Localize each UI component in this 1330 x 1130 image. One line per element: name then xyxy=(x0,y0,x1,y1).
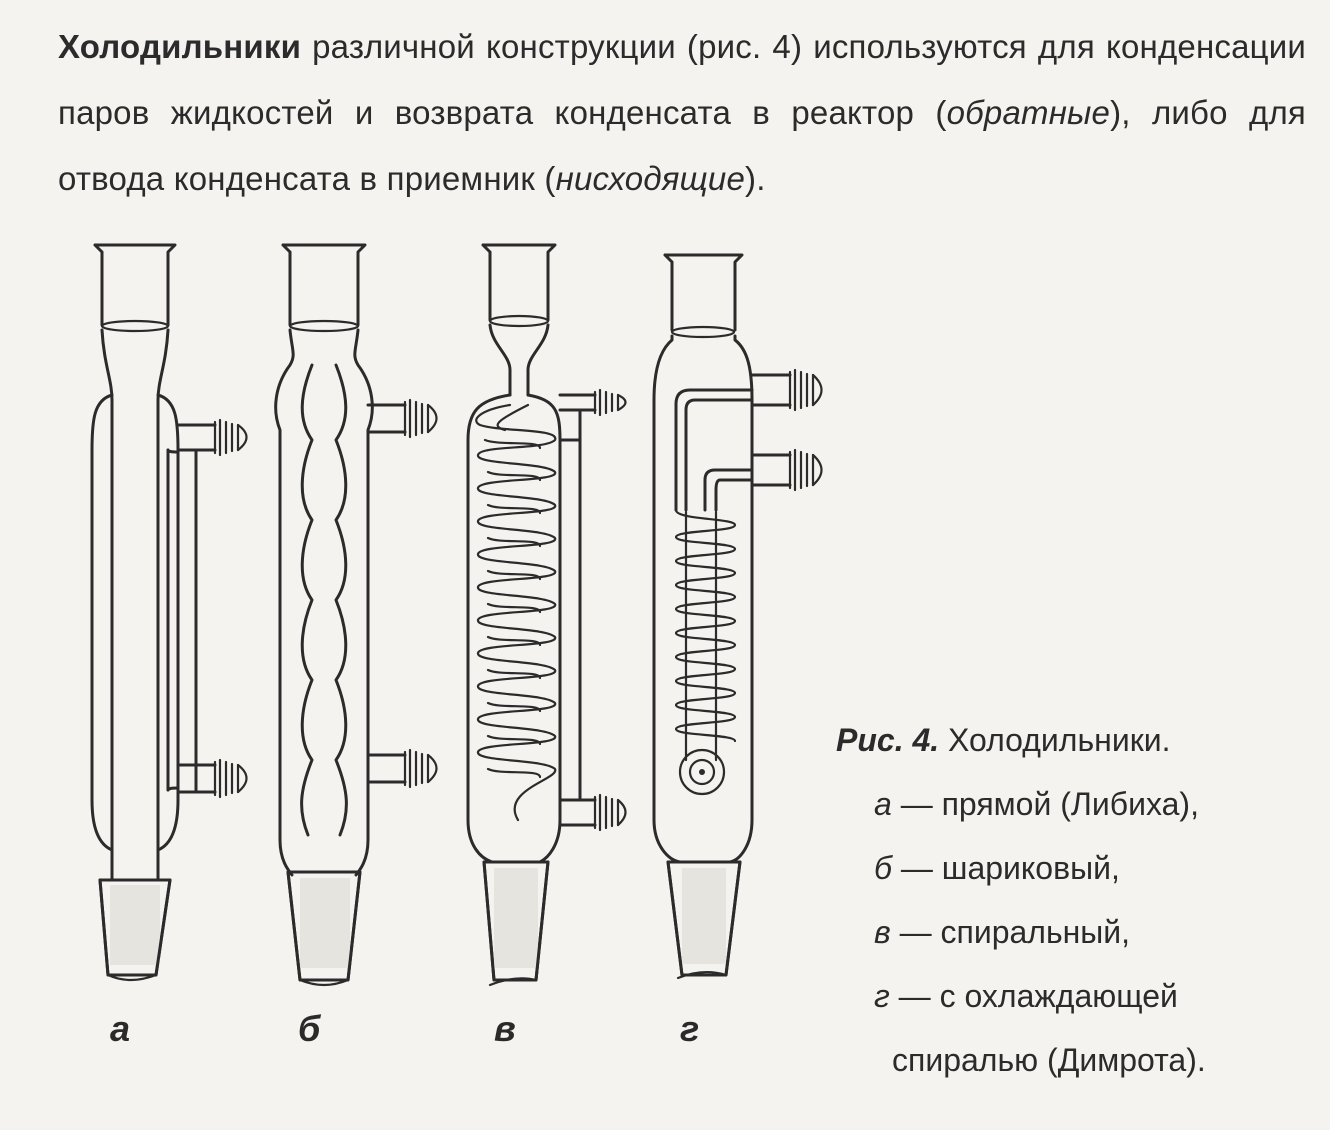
caption-item-letter: а xyxy=(874,786,892,822)
caption-item-a xyxy=(836,772,1306,836)
caption-item-letter: в xyxy=(874,914,891,950)
label-b: б xyxy=(298,1008,321,1049)
intro-bold-term: Холодильники xyxy=(58,28,302,65)
label-g: г xyxy=(680,1008,700,1049)
label-a: а xyxy=(110,1008,131,1049)
caption-item-g-cont xyxy=(836,1028,1306,1092)
caption-fig-prefix: Рис. 4. xyxy=(836,722,940,758)
caption-item-text: — с охлаждающей xyxy=(889,978,1178,1014)
intro-text-3: ). xyxy=(745,160,766,197)
caption-item-text: — прямой (Либиха), xyxy=(891,786,1199,822)
caption-fig-title: Холодильники. xyxy=(939,722,1171,758)
graham-condenser-drawing xyxy=(468,245,626,985)
figure-caption xyxy=(836,708,1306,1092)
caption-item-text: — спиральный, xyxy=(890,914,1131,950)
allihn-condenser-drawing xyxy=(276,245,437,985)
liebig-condenser-drawing xyxy=(92,245,247,980)
intro-text-2: ), либо для отвода конденсата в приемник ( xyxy=(58,94,1306,197)
caption-item-text: спиралью (Димрота). xyxy=(892,1042,1206,1078)
caption-item-letter: г xyxy=(874,978,890,1014)
intro-italic-2: нисходящие xyxy=(555,160,746,197)
caption-item-letter: б xyxy=(874,850,892,886)
intro-italic-1: обратные xyxy=(946,94,1111,131)
caption-item-g xyxy=(836,964,1306,1028)
caption-item-text: — шариковый, xyxy=(892,850,1120,886)
caption-item-b xyxy=(836,836,1306,900)
dimroth-condenser-drawing xyxy=(654,255,822,978)
caption-item-v xyxy=(836,900,1306,964)
caption-title xyxy=(836,708,1306,772)
intro-text-1: различной конструкции (рис. 4) используются для конденсации паров жидкостей и возврата конденсата в реактор ( xyxy=(58,28,1306,131)
label-v: в xyxy=(494,1008,516,1049)
